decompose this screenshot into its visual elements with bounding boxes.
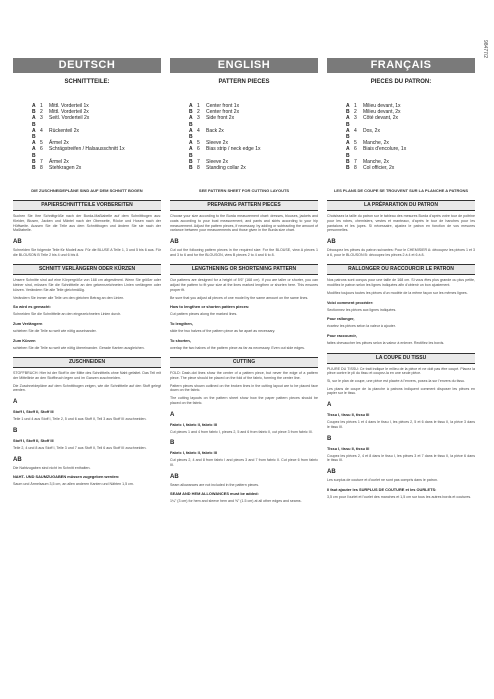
piece-view: B xyxy=(189,158,193,165)
piece-label: Mittl. Vorderteil 1x xyxy=(49,103,89,109)
cutting-a-head: Stoff I, Stoff II, Stoff III xyxy=(13,409,54,415)
cutting-a-text: Teile 1 und 4 aus Stoff I, Teile 2, 5 und 6 aus Stoff II, Teil 3 aus Stoff III zuschneiden. xyxy=(13,417,147,422)
prep-text-2: Découpez les pièces du patron suivantes: Pour le CHEMISIER A: découpez les pièces 1 et 3 à 6, pour le BLOUSON B: découpez les pièces 2 à 4 et 6 à 8. xyxy=(327,248,475,257)
piece-label: Side front 2x xyxy=(206,115,235,122)
piece-label: Back 2x xyxy=(206,127,224,134)
length-note: Be sure that you adjust all pieces of one model by the same amount on the same lines. xyxy=(170,295,309,300)
column-french xyxy=(327,58,475,499)
piece-view: A xyxy=(189,140,193,147)
piece-label: Col officier, 2x xyxy=(363,165,395,172)
cutting-b-head: Stoff I, Stoff II, Stoff III xyxy=(13,437,54,443)
cutting-ab-text: Les surplus de couture et d'ourlet ne sont pas compris dans le patron. xyxy=(327,478,438,482)
seam-head: NAHT- UND SAUMZUGABEN müssen zugegeben werden: xyxy=(13,474,120,480)
piece-number: 8 xyxy=(354,165,357,172)
prep-text-2: Schneiden Sie folgende Teile für Modell aus: Für die BLUSE A Teile 1, 3 und 5 bis 6 aus. Für die BLOUSON B Teile 2 bis 4 und 6 bis 8. xyxy=(13,248,161,257)
section-length-title: SCHNITT VERLÄNGERN ODER KÜRZEN xyxy=(13,264,161,275)
piece-number: 3 xyxy=(40,115,43,122)
section-length-title: RALLONGER OU RACCOURCIR LE PATRON xyxy=(327,264,475,275)
piece-number: 4 xyxy=(40,127,43,134)
length-sub-3-text: faites chevaucher les pièces selon la valeur à enlever. Rectifiez les bords. xyxy=(327,340,445,345)
piece-number: 6 xyxy=(40,146,43,153)
piece-view: A B xyxy=(189,115,193,128)
piece-label: Rückenteil 2x xyxy=(49,127,80,134)
prep-label: AB xyxy=(170,239,179,246)
piece-number: 3 xyxy=(354,115,357,122)
piece-number: 8 xyxy=(40,165,43,172)
length-sub-2: To lengthen, xyxy=(170,320,193,326)
length-text: Our patterns are designed for a height of 5'6" (168 cm). If you are taller or shorter, you can adjust the pattern to fit your size at the lines marked lengthen or shorten here. This ensures proper fit. xyxy=(170,278,318,292)
piece-number: 2 xyxy=(197,109,200,116)
cutting-text-3: The cutting layouts on the pattern sheet show how the paper pattern pieces should be placed on the fabric. xyxy=(170,396,318,405)
piece-view: B xyxy=(32,109,36,116)
piece-label: Sleeve 2x xyxy=(206,140,228,147)
piece-view: B xyxy=(189,165,193,172)
piece-number: 8 xyxy=(197,165,200,172)
piece-label: Sleeve 2x xyxy=(206,158,228,165)
piece-label: Stehkragen 2x xyxy=(49,165,82,172)
piece-label: Seitl. Vorderteil 2x xyxy=(49,115,90,122)
section-cutting-title: CUTTING xyxy=(170,357,318,368)
piece-label: Mittl. Vorderteil 2x xyxy=(49,109,89,116)
piece-row xyxy=(189,115,318,127)
cutting-a-head: Tissu I, tissu II, tissu III xyxy=(327,412,370,418)
piece-view: B xyxy=(32,165,36,172)
length-text: Nos patrons sont conçus pour une taille de 168 cm. Si vous êtes plus grande ou plus petite, modifiez le patron selon les lignes indiquées afin d'obtenir un bon ajustement. xyxy=(327,278,475,288)
cutting-text-2: Si, sur le plan de coupe, une pièce est placée à l'envers, posez-la sur l'envers du tissu. xyxy=(327,379,466,384)
piece-number: 7 xyxy=(354,158,357,165)
piece-view: A xyxy=(346,103,350,109)
piece-view: B xyxy=(346,109,350,116)
piece-label: Manche, 2x xyxy=(363,158,389,165)
length-sub-3: To shorten, xyxy=(170,337,191,343)
language-header: ENGLISH xyxy=(170,58,318,73)
piece-label: Ärmel 2x xyxy=(49,140,69,147)
length-sub-3: Zum Kürzen xyxy=(13,337,36,343)
column-english xyxy=(170,58,318,504)
length-sub-1: Voici comment procéder: xyxy=(327,299,374,305)
piece-view: A xyxy=(189,103,193,109)
piece-view: A B xyxy=(32,146,36,159)
length-sub-1-text: Sectionnez les pièces aux lignes indiquées. xyxy=(327,307,397,312)
section-cutting-title: LA COUPE DU TISSU xyxy=(327,353,475,364)
piece-view: B xyxy=(346,165,350,172)
prep-label: AB xyxy=(327,239,336,246)
cutting-text: STOFFBRUCH: Hier ist der Stoff in der Mitte des Schnittteils ohne Naht gefaltet. Das Teil mit der Mittellinie an den Stoffbruch legen und im Ganzen zuschneiden. xyxy=(13,371,161,381)
length-sub-2: Pour rallonger, xyxy=(327,316,355,322)
piece-view: A B xyxy=(346,115,350,128)
cutting-label-a: A xyxy=(327,402,332,409)
prep-text-2: Cut out the following pattern pieces in the required size: For the BLOUSE, view A pieces 1 and 3 to 6 and for the BLOUSON, view B pieces 2 to 4 and 6 to 8. xyxy=(170,248,318,257)
length-sub-2-text: écartez les pièces selon la valeur à ajouter. xyxy=(327,324,396,329)
piece-number: 1 xyxy=(40,103,43,109)
cutting-label-b: B xyxy=(170,440,175,447)
length-sub-1-text: Cut pattern pieces along the marked lines. xyxy=(170,312,238,317)
cutting-label-a: A xyxy=(170,411,175,418)
piece-row xyxy=(346,165,475,171)
piece-view: A B xyxy=(346,127,350,141)
cutting-b-text: Teile 2, 4 und 8 aus Stoff I, Teile 3 und 7 aus Stoff II, Teil 6 aus Stoff III zuschneiden. xyxy=(13,445,147,450)
piece-label: Biais d'encolure, 1x xyxy=(363,146,407,153)
section-prep-title: LA PRÉPARATION DU PATRON xyxy=(327,200,475,211)
piece-label: Center front 2x xyxy=(206,109,240,116)
piece-row xyxy=(32,128,161,140)
piece-view: B xyxy=(32,158,36,165)
column-german xyxy=(13,58,161,487)
length-sub-2-text: slide the two halves of the pattern piece as far apart as necessary. xyxy=(170,328,276,333)
cutting-label-ab: AB xyxy=(327,469,336,475)
piece-row xyxy=(32,146,161,158)
cutting-label-ab: AB xyxy=(13,456,22,463)
length-text: Unsere Schnitte sind auf eine Körpergröße von 168 cm abgestimmt. Wenn Sie größer oder kleiner sind, müssen Sie die Schnittteile an den gekennzeichneten Linien verlängern oder kürzen. Verändern Sie alle Teile gleichmäßig. xyxy=(13,278,161,292)
prep-text: Choisissez la taille du patron sur le tableau des mesures Burda d'après votre tour de poitrine pour les robes, chemisiers, vestes et manteaux, d'après le tour de hanches pour les pantalons et les jupes. Si nécessaire, ajustez le patron en fonction de vos mesures personnelles. xyxy=(327,214,475,233)
section-prep-title: PAPIERSCHNITTTEILE VORBEREITEN xyxy=(13,200,161,211)
cutting-text-3: Les plans de coupe de la planche à patrons indiquent comment disposer les pièces en papier sur le tissu. xyxy=(327,386,475,396)
cutting-b-head: Tissu I, tissu II, tissu III xyxy=(327,445,370,451)
piece-view: A B xyxy=(346,146,350,159)
language-header: FRANÇAIS xyxy=(327,58,475,73)
piece-number: 4 xyxy=(354,127,357,134)
piece-number: 5 xyxy=(354,140,357,147)
cutting-layout-note: DIE ZUSCHNEIDEPLÄNE SIND AUF DEM SCHNITT BOGEN xyxy=(31,188,143,194)
seam-text: 1¼" (3 cm) for hem and sleeve hem and ⅝" (1.5 cm) at all other edges and seams. xyxy=(170,499,302,504)
seam-text: Saum und Ärmelsaum 3,5 cm, an allen anderen Kanten und Nähten 1,5 cm. xyxy=(13,482,134,487)
piece-number: 1 xyxy=(354,103,357,109)
piece-view: A B xyxy=(189,127,193,141)
pieces-list xyxy=(32,103,161,171)
piece-number: 2 xyxy=(40,109,43,116)
section-prep-title: PREPARING PATTERN PIECES xyxy=(170,200,318,211)
piece-row xyxy=(189,146,318,158)
page-number: 98477/2 xyxy=(482,40,488,59)
piece-row xyxy=(32,165,161,171)
cutting-ab-text: Seam allowances are not included in the pattern pieces. xyxy=(170,482,260,487)
prep-text: Suchen Sie Ihre Schnittgröße nach der Burda-Maßtabelle auf dem Schnittbogen aus: Kleider, Blusen, Jacken und Mäntel nach der Oberweite, Röcke und Hosen nach der Hüftweite. Aussen Sie die Teile aus dem Schnittbogen und ändern Sie sie nach der Maßtabelle. xyxy=(13,214,161,233)
piece-label: Standing collar 2x xyxy=(206,165,246,172)
cutting-layout-note: LES PLANS DE COUPE SE TROUVENT SUR LA PLANCHE A PATRONS xyxy=(333,188,469,194)
pieces-list xyxy=(346,103,475,171)
cutting-label-a: A xyxy=(13,399,18,406)
piece-number: 3 xyxy=(197,115,200,122)
piece-row xyxy=(32,115,161,127)
cutting-label-b: B xyxy=(13,427,18,434)
seam-head: Il faut ajouter les SURPLUS DE COUTURE et les OURLETS: xyxy=(327,486,437,492)
cutting-text: FOLD: Dash-dot lines show the center of a pattern piece, but never the edge of a pattern piece. The piece should be placed on the fold of the fabric, forming the center line. xyxy=(170,371,318,381)
length-sub-1: How to lengthen or shorten pattern pieces: xyxy=(170,304,250,310)
cutting-label-ab: AB xyxy=(170,473,179,480)
piece-view: A B xyxy=(32,115,36,128)
cutting-text-2: Pattern pieces shown outlined on the broken lines in the cutting layout are to be placed face down on the fabric. xyxy=(170,383,318,393)
cutting-b-text: Cut pieces 2, 4 and 8 from fabric I and pieces 3 and 7 from fabric II. Cut piece 6 from fabric III. xyxy=(170,458,318,467)
length-note: Modifiez toujours toutes les pièces d'un modèle de la même façon sur les mêmes lignes. xyxy=(327,290,468,295)
piece-number: 7 xyxy=(197,158,200,165)
length-sub-2-text: schieben Sie die Teile so weit wie nötig auseinander. xyxy=(13,328,97,333)
piece-label: Milieu devant, 2x xyxy=(363,109,401,116)
section-cutting-title: ZUSCHNEIDEN xyxy=(13,357,161,368)
piece-label: Manche, 2x xyxy=(363,140,389,147)
piece-number: 5 xyxy=(40,140,43,147)
cutting-b-text: Coupez les pièces 2, 4 et 8 dans le tissu I, les pièces 3 et 7 dans le tissu II, la pièce 6 dans le tissu III. xyxy=(327,453,475,463)
piece-number: 6 xyxy=(197,146,200,153)
pieces-title: PIECES DU PATRON: xyxy=(370,79,432,85)
length-sub-3-text: schieben Sie die Teile so weit wie nötig übereinander. Gerade Kanten ausgleichen. xyxy=(13,345,145,350)
cutting-a-text: Coupez les pièces 1 et 4 dans le tissu I, les pièces 2, 5 et 6 dans le tissu II, la pièce 3 dans le tissu III. xyxy=(327,420,475,429)
piece-label: Milieu devant, 1x xyxy=(363,103,401,109)
prep-text: Choose your size according to the Burda measurement chart: dresses, blouses, jackets and coats according to your bust measurement, and pants and skirts according to your hip measurement. Adjust the pattern pieces, if necessary, by adding or subtracting the amount of variance between your measurements and those given in the Burda size chart. xyxy=(170,214,318,233)
length-sub-2: Zum Verlängern xyxy=(13,320,43,326)
piece-view: A xyxy=(32,140,36,147)
seam-head: SEAM AND HEM ALLOWANCES must be added: xyxy=(170,491,259,497)
cutting-a-head: Fabric I, fabric II, fabric III xyxy=(170,421,217,427)
piece-label: Dos, 2x xyxy=(363,127,380,134)
cutting-layout-note: SEE PATTERN SHEET FOR CUTTING LAYOUTS xyxy=(198,188,290,194)
piece-number: 2 xyxy=(354,109,357,116)
piece-view: B xyxy=(189,109,193,116)
piece-row xyxy=(346,146,475,158)
length-sub-1: So wird es gemacht: xyxy=(13,304,51,310)
length-sub-3: Pour raccourcir, xyxy=(327,332,357,338)
piece-row xyxy=(189,165,318,171)
pieces-list xyxy=(189,103,318,171)
piece-label: Schrägstreifen / Halsausschnitt 1x xyxy=(49,146,125,153)
piece-view: A xyxy=(346,140,350,147)
cutting-a-text: Cut pieces 1 and 4 from fabric I, pieces 2, 5 and 6 from fabric II, cut piece 3 from fabric III. xyxy=(170,429,313,434)
piece-row xyxy=(346,128,475,140)
cutting-label-b: B xyxy=(327,435,332,442)
piece-number: 5 xyxy=(197,140,200,147)
cutting-text: PLIURE DU TISSU: Ce trait indique le milieu de la pièce et ne doit pas être coupé. Placez la pièce contre le pli du tissu et coupez-la en une seule pièce. xyxy=(327,366,475,376)
length-note: Verändern Sie immer alle Teile um den gleichen Betrag an den Linien. xyxy=(13,295,125,300)
length-sub-1-text: Schneiden Sie die Schnittteile an den eingezeichneten Linien durch. xyxy=(13,312,122,317)
cutting-ab-text: Die Nahtzugaben sind nicht im Schnitt enthalten. xyxy=(13,465,91,470)
piece-view: A xyxy=(32,103,36,109)
cutting-b-head: Fabric I, fabric II, fabric III xyxy=(170,450,217,456)
piece-view: A B xyxy=(32,127,36,141)
piece-view: A B xyxy=(189,146,193,159)
piece-label: Bias strip / neck edge 1x xyxy=(206,146,261,153)
piece-number: 7 xyxy=(40,158,43,165)
piece-row xyxy=(346,115,475,127)
piece-view: B xyxy=(346,158,350,165)
piece-row xyxy=(189,128,318,140)
piece-number: 6 xyxy=(354,146,357,153)
piece-label: Center front 1x xyxy=(206,103,240,109)
seam-text: 3,5 cm pour l'ourlet et l'ourlet des manches et 1,5 cm sur tous les autres bords et coutures. xyxy=(327,494,472,499)
piece-label: Ärmel 2x xyxy=(49,158,69,165)
pieces-title: SCHNITTTEILE: xyxy=(64,79,110,85)
section-length-title: LENGTHENING OR SHORTENING PATTERN xyxy=(170,264,318,275)
prep-label: AB xyxy=(13,239,22,246)
piece-number: 4 xyxy=(197,127,200,134)
pieces-title: PATTERN PIECES xyxy=(218,79,270,85)
cutting-text-2: Die Zuschneidepläne auf dem Schnittbogen zeigen, wie die Schnittteile auf den Stoff gelegt werden. xyxy=(13,383,161,393)
piece-number: 1 xyxy=(197,103,200,109)
piece-label: Côté devant, 2x xyxy=(363,115,399,122)
length-sub-3-text: overlap the two halves of the pattern piece as far as necessary. Even out side edges. xyxy=(170,345,305,350)
language-header: DEUTSCH xyxy=(13,58,161,73)
